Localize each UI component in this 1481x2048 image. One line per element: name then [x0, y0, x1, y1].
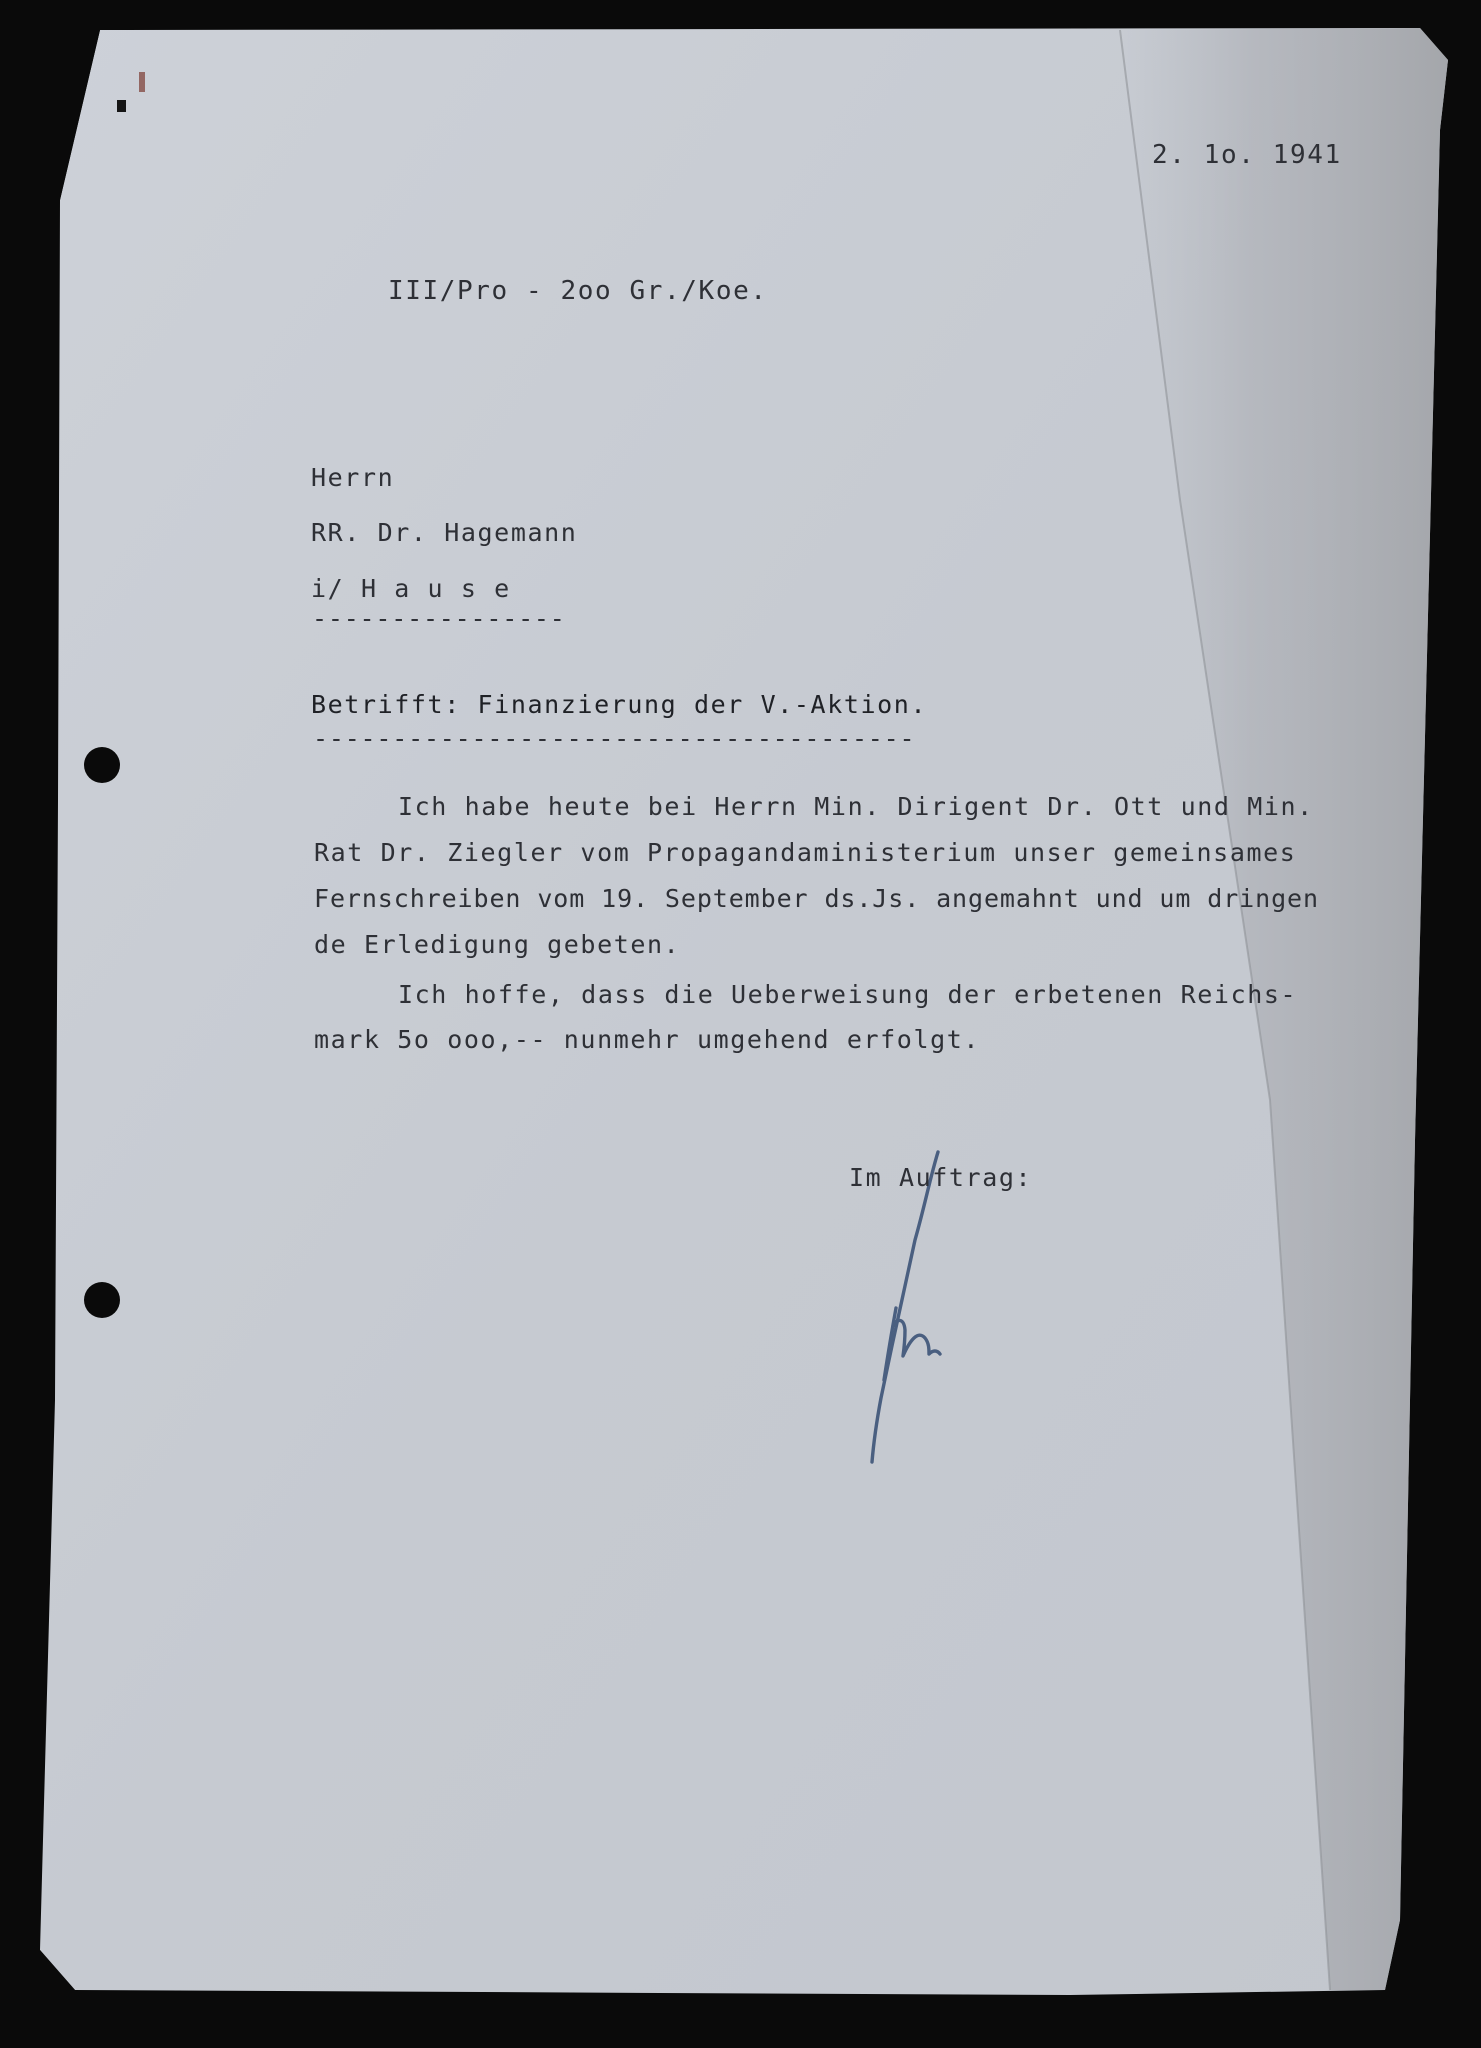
recipient-salutation: Herrn: [311, 463, 395, 492]
closing-text: Im Auftrag:: [849, 1163, 1033, 1192]
body-line: Rat Dr. Ziegler vom Propagandaministerium unser gemeinsames: [314, 838, 1297, 867]
subject-line: Betrifft: Finanzierung der V.-Aktion.: [311, 690, 928, 719]
body-line: de Erledigung gebeten.: [314, 930, 681, 959]
punch-hole: [84, 747, 120, 783]
punch-hole: [84, 1282, 120, 1318]
corner-mark: [117, 100, 126, 112]
body-line: Fernschreiben vom 19. September ds.Js. angemahnt und um dringen: [314, 884, 1319, 913]
reference-number: III/Pro - 2oo Gr./Koe.: [388, 276, 768, 306]
recipient-name: RR. Dr. Hagemann: [311, 518, 578, 547]
subject-underline: --------------------------------------: [313, 724, 916, 753]
recipient-underline: ----------------: [312, 604, 566, 633]
body-line: Ich hoffe, dass die Ueberweisung der erbetenen Reichs-: [398, 980, 1298, 1009]
recipient-location: i/ H a u s e: [311, 574, 511, 603]
corner-mark: [139, 72, 145, 92]
body-line: Ich habe heute bei Herrn Min. Dirigent Dr. Ott und Min.: [398, 792, 1314, 821]
document-date: 2. 1o. 1941: [1152, 140, 1342, 170]
body-line: mark 5o ooo,-- nunmehr umgehend erfolgt.: [314, 1025, 981, 1054]
